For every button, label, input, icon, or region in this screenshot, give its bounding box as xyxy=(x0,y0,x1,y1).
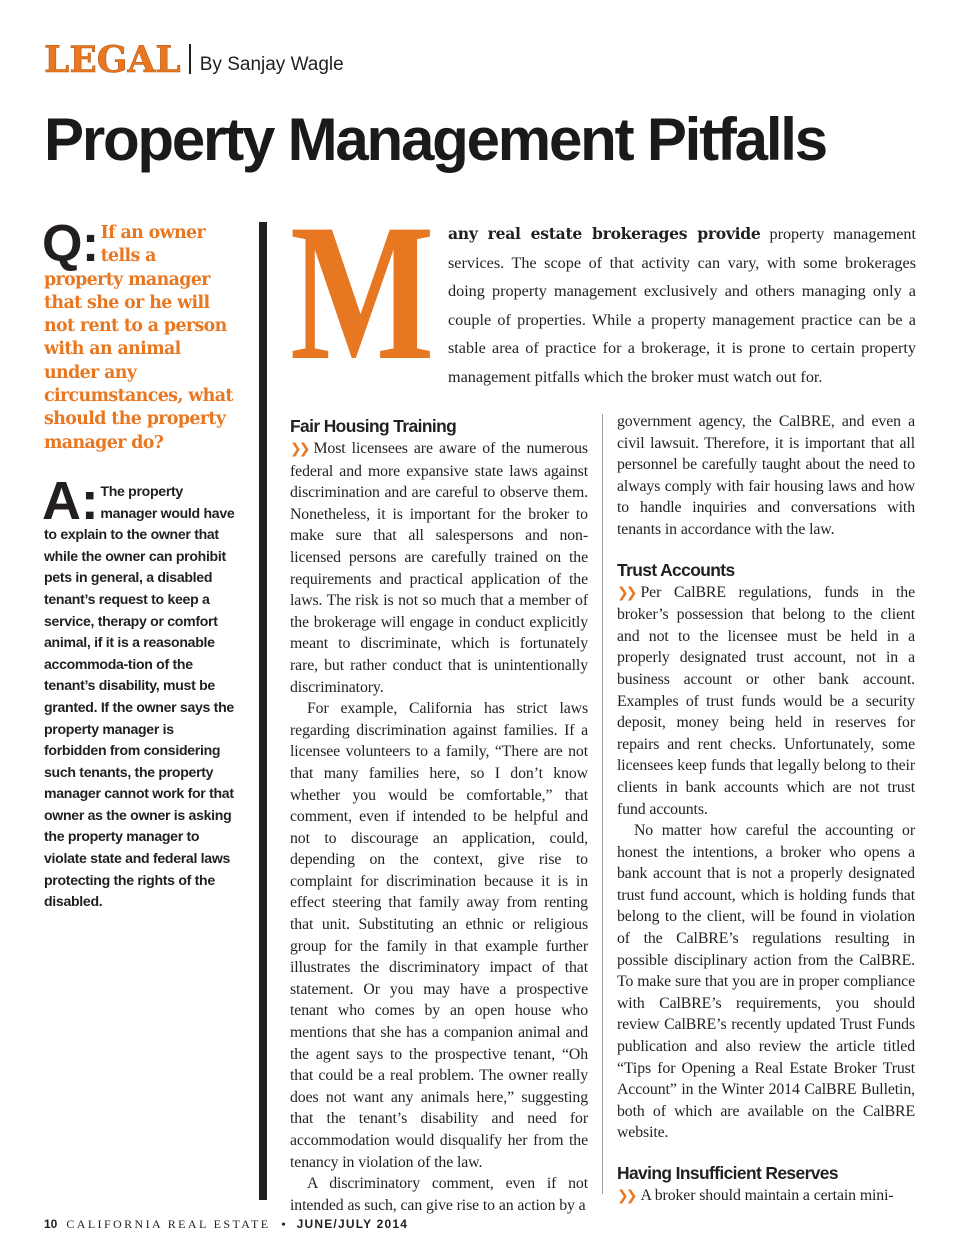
paragraph xyxy=(617,1185,915,1208)
paragraph-text: A broker should maintain a certain mini- xyxy=(640,1187,894,1204)
article-column-right xyxy=(617,411,915,1208)
question-text: If an owner tells a property manager that she or he will not rent to a person with an animal under any circumstances, what should the property manager do? xyxy=(44,223,233,453)
article-column-middle xyxy=(290,414,588,1216)
section-label: LEGAL xyxy=(44,39,181,81)
drop-cap: M xyxy=(290,184,435,401)
intro-paragraph xyxy=(448,220,916,392)
byline: By Sanjay Wagle xyxy=(199,54,344,75)
heading-reserves: Having Insufficient Reserves xyxy=(617,1163,838,1183)
paragraph-text: Most licensees are aware of the numerous federal and more expansive state laws against discrimination and are careful to observe them. Nonetheless, it is important for the broker to make sure that all salespersons and non-licensed persons are carefully trained on the requirements and practical application of the laws. The risk is not so much that a member of the brokerage will engage in conduct explicitly meant to discriminate, which is fortunately rare, but rather conduct that is unintentionally discriminatory. xyxy=(290,440,588,696)
paragraph: government agency, the CalBRE, and even a civil lawsuit. Therefore, it is important that all personnel be carefully taught about the need to always comply with fair housing laws and how to handle inquiries and conversations with tenants in accordance with the law. xyxy=(617,413,915,538)
section-gap xyxy=(617,541,915,558)
header-divider xyxy=(189,44,191,74)
issue-date: JUNE/JULY 2014 xyxy=(296,1217,409,1231)
heading-fair-housing: Fair Housing Training xyxy=(290,416,457,436)
qa-sidebar xyxy=(42,215,236,913)
question-block xyxy=(42,215,236,455)
section-gap xyxy=(617,1144,915,1161)
page-footer xyxy=(44,1216,408,1232)
paragraph: For example, California has strict laws regarding discrimination against families. If a licensee volunteers to a family, “There are not that many families here, so I don’t know whether you would be comfortable,” that comment, even if intended to be helpful and not to discourage an application, could, depending on the context, give rise to complaint for discrimination because it is in effect steering that family away from renting that unit. Substituting an ethnic or religious group for the family in that example further illustrates the discriminatory impact of that statement. Or you may have a prospective tenant who comes by an open house who mentions that she has a companion animal and the agent says to the prospective tenant, “Oh that could be a real problem. The owner really does not want any animals here,” suggesting that the tenant’s disability and need for accommodation would disqualify her from the tenancy in violation of the law. xyxy=(290,700,588,1171)
answer-text: The property manager would have to explain to the owner that while the owner can prohibit pets in general, a disabled tenant’s request to keep a service, therapy or comfort animal, if it is a reasonable accommoda-tion of the tenant’s disability, must be granted. If the owner says the property manager is forbidden from considering such tenants, the property manager cannot work for that owner as the owner is asking the property manager to violate state and federal laws protecting the rights of the disabled. xyxy=(44,482,235,910)
article-title: Property Management Pitfalls xyxy=(44,106,826,173)
sidebar-rule xyxy=(259,222,267,1200)
paragraph xyxy=(617,582,915,821)
paragraph: No matter how careful the accounting or honest the intentions, a broker who opens a bank account that is not a properly designated trust fund account, which is holding funds that belong to the client, will be found in violation of the CalBRE’s regulations resulting in possible disciplinary action from the CalBRE. To make sure that you are in proper compliance with CalBRE’s requirements, you should review CalBRE’s recently updated Trust Funds publication and also review the article titled “Tips for Opening a Real Estate Broker Trust Account” in the Winter 2014 CalBRE Bulletin, both of which are available on the CalBRE website. xyxy=(617,822,915,1142)
chevron-icon: ❯❯ xyxy=(617,584,635,601)
chevron-icon: ❯❯ xyxy=(617,1188,635,1204)
intro-lead-in: any real estate brokerages provide xyxy=(448,224,761,243)
intro-text: property management services. The scope of that activity can vary, with some brokerages doing property management exclusively and others managing only a couple of properties. While a property management practice can be a stable area of practice for a brokerage, it is prone to certain property management pitfalls which the broker must watch out for. xyxy=(448,225,916,386)
a-label: A: xyxy=(42,470,99,531)
heading-trust-accounts: Trust Accounts xyxy=(617,559,735,580)
paragraph-text: Per CalBRE regulations, funds in the broker’s possession that belong to the client and not to the licensee must be held in a properly designated trust account, not in a business account or other bank account. Examples of trust funds would be a security deposit, money being held in reserves for repairs and rent checks. Unfortunately, some licensees keep funds that legally belong to their clients in bank accounts which are not trust fund accounts. xyxy=(617,583,915,818)
footer-separator: • xyxy=(281,1217,286,1231)
q-label: Q: xyxy=(42,215,99,273)
column-divider xyxy=(602,414,603,1194)
page-number: 10 xyxy=(44,1217,58,1231)
paragraph xyxy=(290,438,588,698)
paragraph: A discriminatory comment, even if not intended as such, can give rise to an action by a xyxy=(290,1175,588,1214)
answer-block xyxy=(42,470,236,913)
chevron-icon: ❯❯ xyxy=(290,441,308,457)
magazine-name: CALIFORNIA REAL ESTATE xyxy=(66,1217,271,1231)
section-header xyxy=(44,36,344,80)
